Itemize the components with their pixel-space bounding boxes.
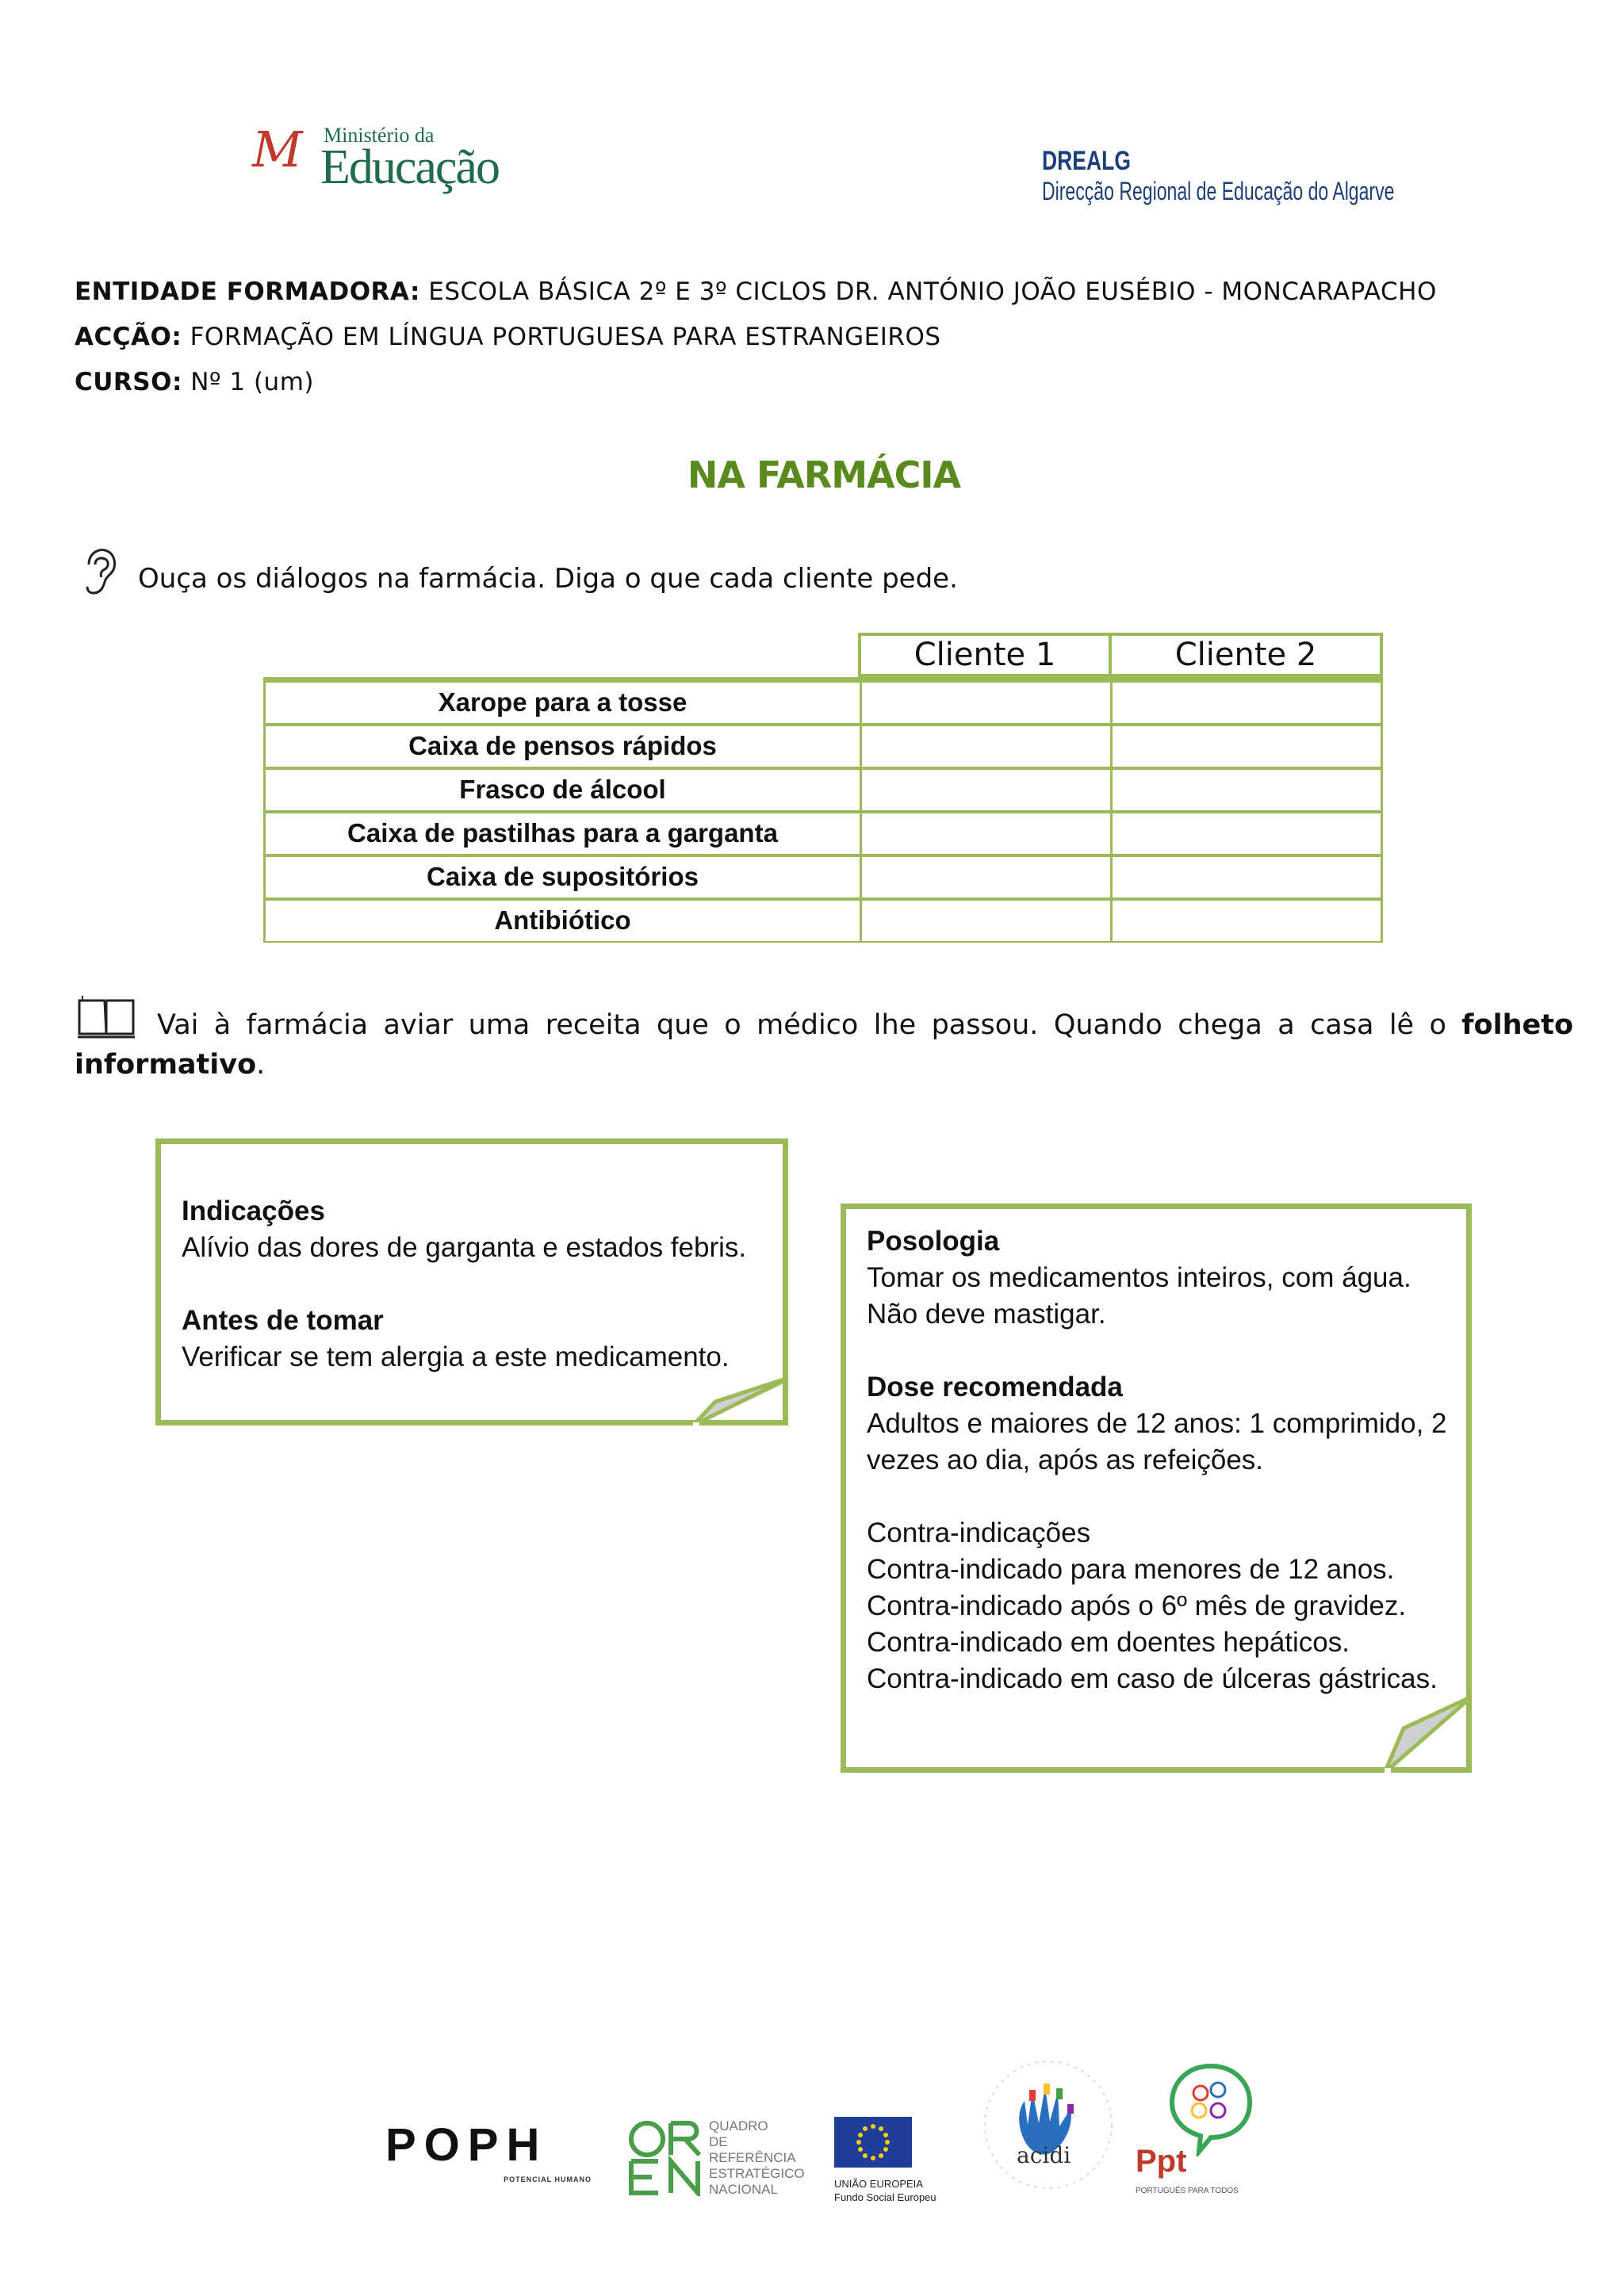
qren-logo	[626, 2118, 809, 2206]
ministerio-educacao-logo	[252, 117, 499, 194]
card2-contra-line: Contra-indicado para menores de 12 anos.	[867, 1554, 1395, 1585]
qren-logo-text	[709, 2118, 809, 2198]
answer-cell-cliente-2[interactable]	[1113, 726, 1382, 767]
answer-cell-cliente-2[interactable]	[1113, 813, 1382, 854]
leaflet-card-indications	[155, 1138, 788, 1425]
poph-logo	[385, 2119, 592, 2185]
card1-text-antes: Verificar se tem alergia a este medicamento.	[182, 1341, 730, 1372]
eu-line: Fundo Social Europeu	[834, 2191, 936, 2203]
card2-content	[867, 1223, 1447, 1697]
eu-logo-text	[834, 2177, 953, 2204]
info-curso-value: Nº 1 (um)	[190, 368, 314, 396]
row-label: Antibiótico	[266, 901, 862, 941]
eu-line: UNIÃO EUROPEIA	[834, 2178, 923, 2190]
row-label: Caixa de pensos rápidos	[266, 726, 862, 767]
info-entidade-label: ENTIDADE FORMADORA:	[75, 277, 420, 306]
me-logo-mark: M	[252, 121, 298, 178]
table-row	[263, 855, 1383, 899]
info-accao	[75, 323, 941, 351]
info-accao-value: FORMAÇÃO EM LÍNGUA PORTUGUESA PARA ESTRANGEIROS	[190, 323, 941, 351]
qren-line: ESTRATÉGICO	[709, 2166, 805, 2181]
row-label: Caixa de supositórios	[266, 857, 862, 897]
table-row	[263, 681, 1383, 725]
column-header-cliente-1: Cliente 1	[858, 633, 1112, 677]
poph-logo-sub: POTENCIAL HUMANO	[504, 2175, 592, 2183]
answer-cell-cliente-1[interactable]	[862, 726, 1113, 767]
ppt-logo	[1136, 2061, 1270, 2212]
me-logo-small-text: Ministério da	[324, 124, 435, 147]
page-curl-icon	[693, 1378, 788, 1425]
info-curso-label: CURSO:	[75, 368, 182, 396]
acidi-logo-text: acidi	[1017, 2142, 1071, 2168]
card2-heading-contra: Contra-indicações	[867, 1517, 1091, 1548]
qren-mark-icon	[626, 2118, 706, 2196]
ppt-logo-sub: PORTUGUÊS PARA TODOS	[1136, 2187, 1239, 2195]
card2-posologia-line: Tomar os medicamentos inteiros, com água.	[867, 1262, 1411, 1293]
answer-cell-cliente-2[interactable]	[1113, 857, 1382, 897]
eu-logo	[834, 2117, 953, 2204]
answer-cell-cliente-2[interactable]	[1113, 770, 1382, 810]
info-entidade-value: ESCOLA BÁSICA 2º E 3º CICLOS DR. ANTÓNIO JOÃO EUSÉBIO - MONCARAPACHO	[428, 277, 1437, 306]
me-logo-big-text: Educação	[320, 140, 499, 194]
table-row	[263, 812, 1383, 855]
poph-logo-text: POPH	[385, 2119, 548, 2171]
eu-flag-icon	[834, 2117, 912, 2168]
ppt-logo-text: Ppt	[1136, 2144, 1187, 2179]
client-table	[263, 633, 1383, 943]
card1-heading-indicacoes: Indicações	[182, 1196, 325, 1226]
table-row	[263, 725, 1383, 768]
answer-cell-cliente-1[interactable]	[862, 901, 1113, 941]
table-row	[263, 899, 1383, 943]
drealg-logo-subtitle: Direcção Regional de Educação do Algarve	[1042, 177, 1395, 205]
qren-line: QUADRO	[709, 2118, 768, 2133]
instruction-read-bold: folheto informativo	[75, 1009, 1573, 1081]
acidi-logo	[977, 2053, 1120, 2196]
card2-heading-dose: Dose recomendada	[867, 1372, 1123, 1402]
page-curl-icon	[1385, 1697, 1472, 1773]
card2-dose-line: Adultos e maiores de 12 anos: 1 comprimido, 2	[867, 1408, 1447, 1439]
acidi-hand-icon	[977, 2053, 1120, 2196]
row-label: Caixa de pastilhas para a garganta	[266, 813, 862, 854]
ear-icon	[82, 547, 117, 596]
drealg-logo	[1042, 146, 1395, 209]
card2-posologia-line: Não deve mastigar.	[867, 1299, 1106, 1330]
instruction-read	[75, 1005, 1573, 1085]
answer-cell-cliente-1[interactable]	[862, 857, 1113, 897]
drealg-logo-title: DREALG	[1042, 146, 1131, 176]
qren-line: DE REFERÊNCIA	[709, 2134, 796, 2165]
card1-text-indicacoes: Alívio das dores de garganta e estados febris.	[182, 1232, 747, 1263]
speech-bubble-icon	[1167, 2061, 1254, 2156]
card2-contra-line: Contra-indicado em caso de úlceras gástricas.	[867, 1663, 1438, 1694]
table-row	[263, 768, 1383, 812]
page-title: NA FARMÁCIA	[687, 453, 961, 496]
info-curso	[75, 368, 314, 396]
leaflet-card-posology	[841, 1203, 1472, 1773]
qren-line: NACIONAL	[709, 2182, 778, 2197]
instruction-read-end: .	[256, 1049, 266, 1081]
instruction-listen: Ouça os diálogos na farmácia. Diga o que cada cliente pede.	[138, 563, 958, 595]
card2-contra-line: Contra-indicado após o 6º mês de gravidez.	[867, 1590, 1407, 1621]
answer-cell-cliente-2[interactable]	[1113, 901, 1382, 941]
info-entidade	[75, 277, 1437, 306]
row-label: Frasco de álcool	[266, 770, 862, 810]
answer-cell-cliente-1[interactable]	[862, 813, 1113, 854]
column-header-cliente-2: Cliente 2	[1109, 633, 1383, 677]
row-label: Xarope para a tosse	[266, 683, 862, 723]
card1-content	[182, 1193, 746, 1376]
answer-cell-cliente-1[interactable]	[862, 770, 1113, 810]
card2-dose-line: vezes ao dia, após as refeições.	[867, 1445, 1264, 1475]
answer-cell-cliente-2[interactable]	[1113, 683, 1382, 723]
card1-heading-antes: Antes de tomar	[182, 1305, 384, 1336]
footer-logos	[381, 2053, 1269, 2212]
card2-heading-posologia: Posologia	[867, 1226, 1000, 1257]
info-accao-label: ACÇÃO:	[75, 323, 182, 351]
answer-cell-cliente-1[interactable]	[862, 683, 1113, 723]
instruction-read-text: Vai à farmácia aviar uma receita que o médico lhe passou. Quando chega a casa lê o	[157, 1009, 1462, 1041]
card2-contra-line: Contra-indicado em doentes hepáticos.	[867, 1627, 1350, 1658]
